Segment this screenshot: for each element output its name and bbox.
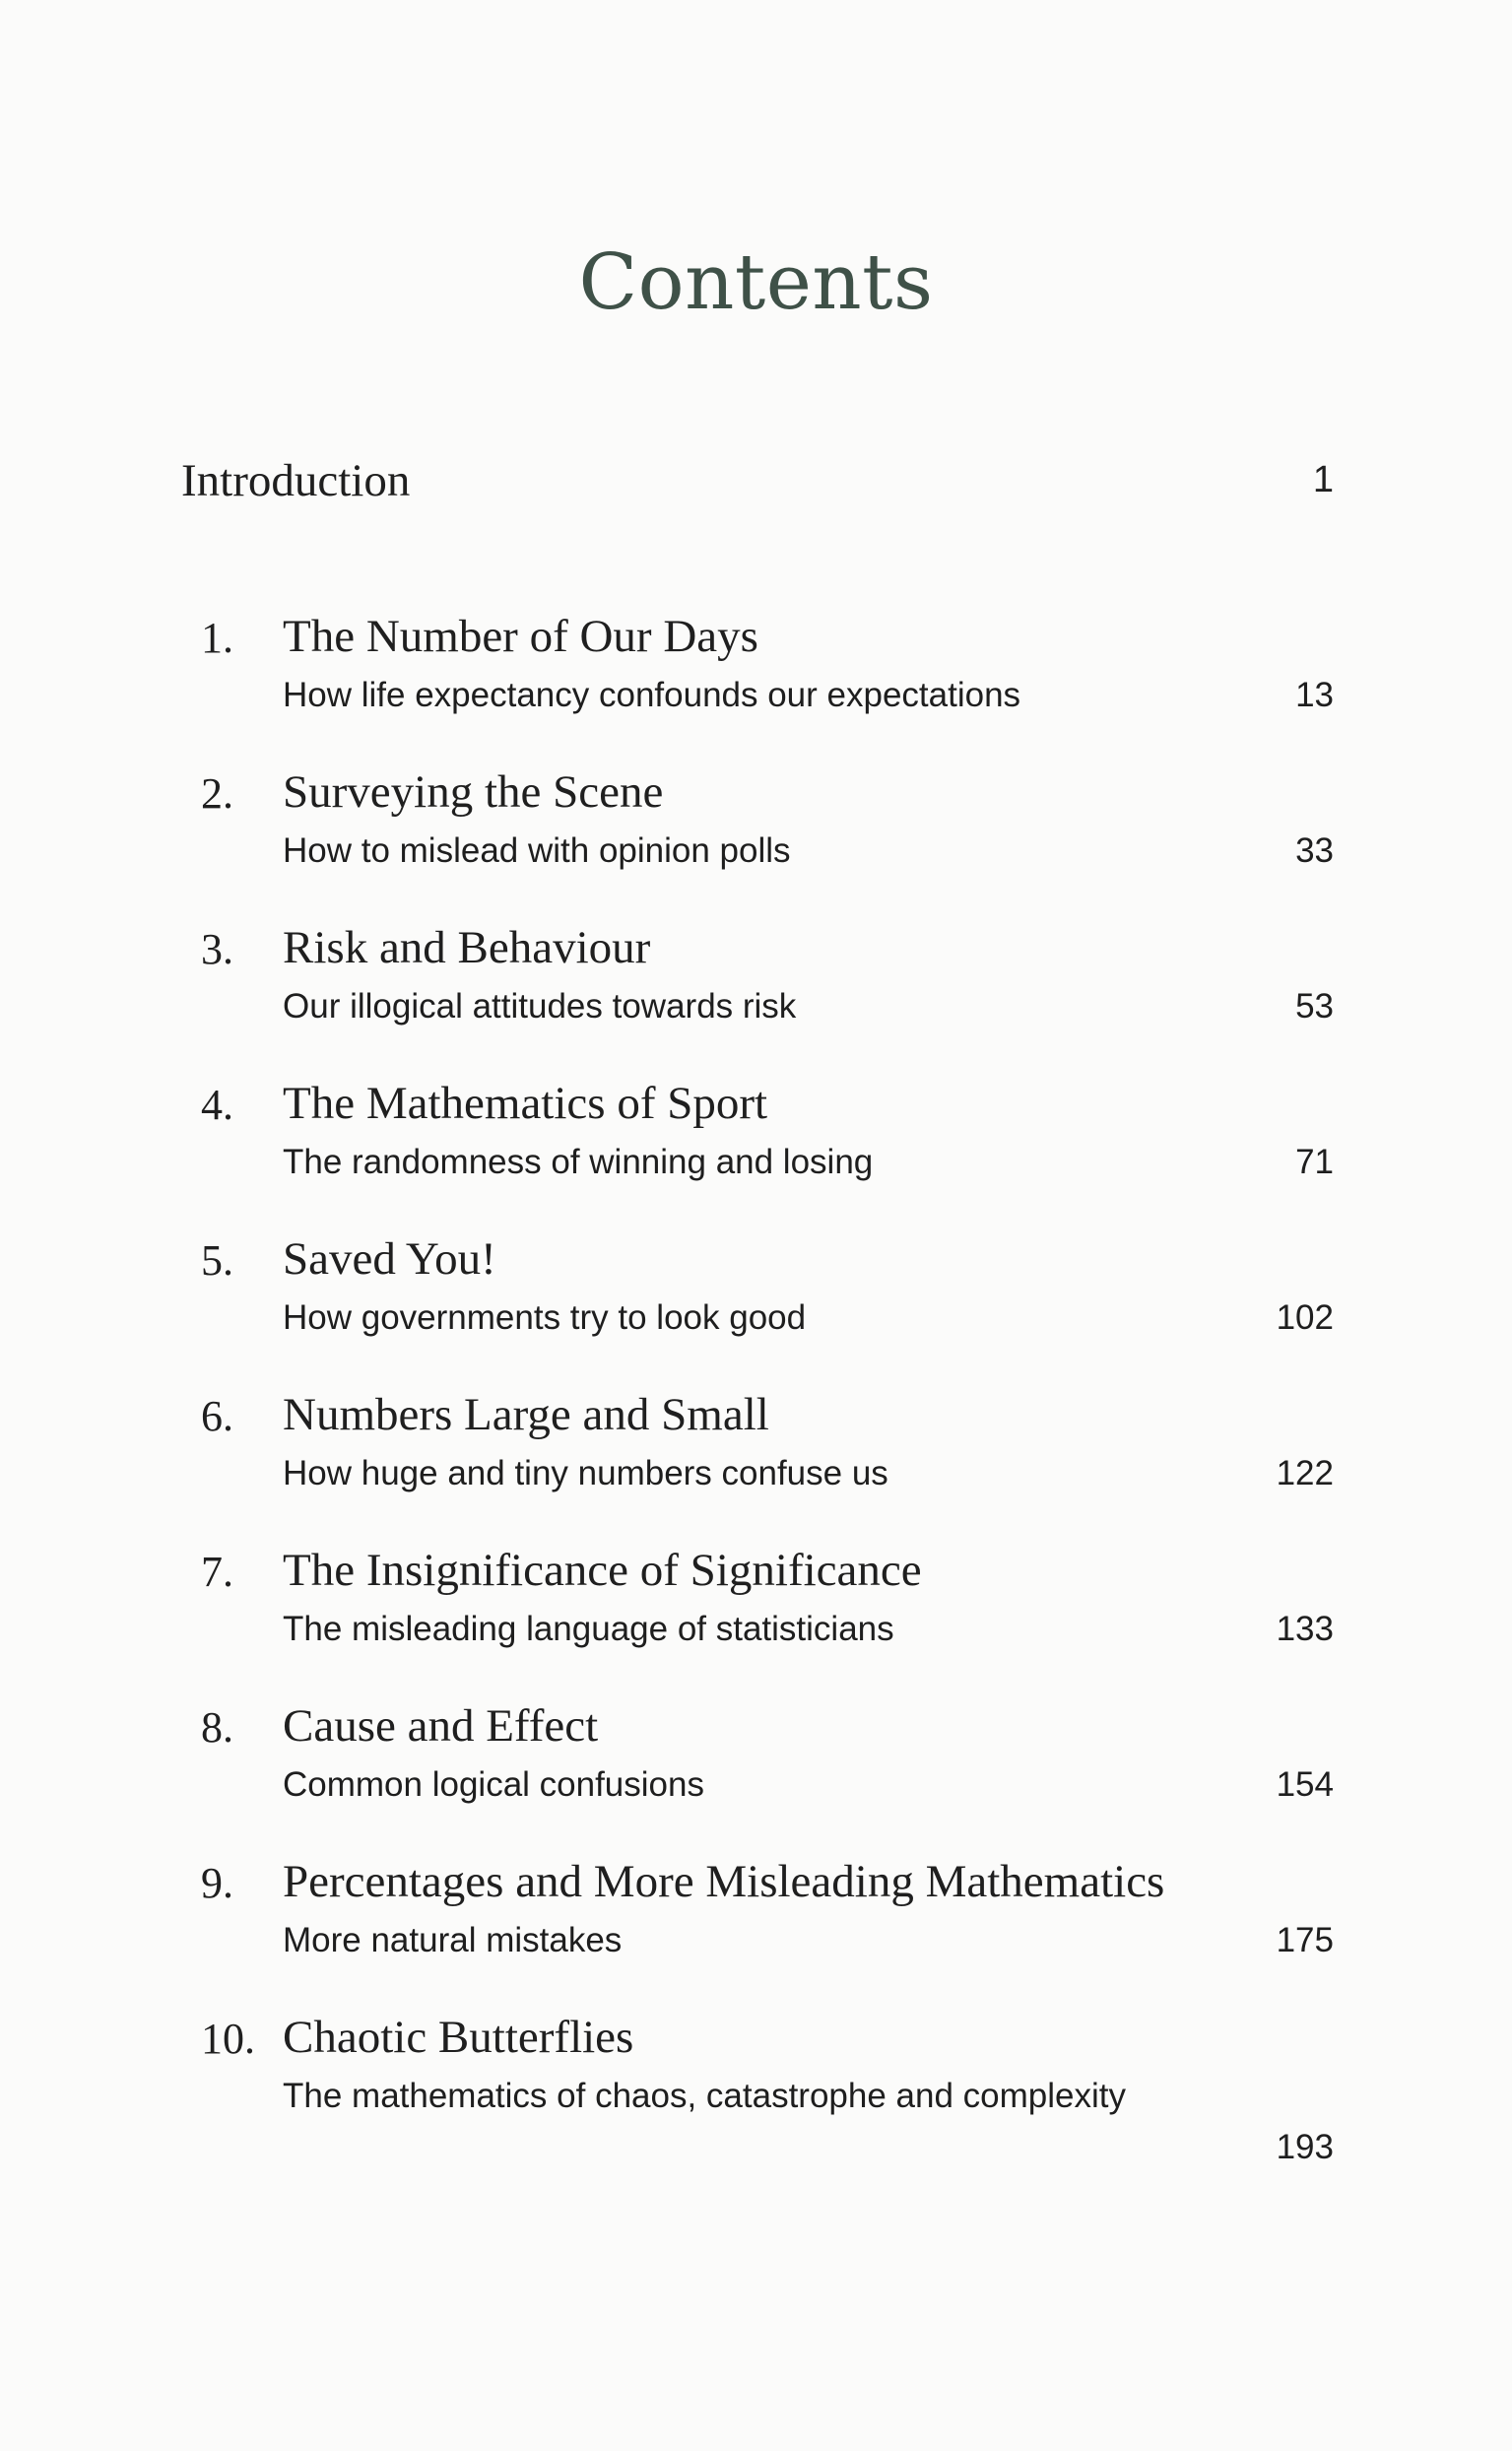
chapter-subtitle: The misleading language of statisticians xyxy=(283,1610,894,1648)
chapter-title: Risk and Behaviour xyxy=(283,922,651,973)
chapter-entry-9[interactable] xyxy=(181,1854,1334,2010)
chapter-page-number: 154 xyxy=(1276,1765,1334,1804)
chapter-title: Saved You! xyxy=(283,1233,496,1285)
chapter-title: The Number of Our Days xyxy=(283,611,758,662)
chapter-entry-3[interactable] xyxy=(181,920,1334,1076)
chapter-page-number: 175 xyxy=(1276,1921,1334,1959)
chapter-subtitle: Common logical confusions xyxy=(283,1765,704,1804)
chapter-page-number: 71 xyxy=(1295,1143,1334,1181)
chapter-subtitle: The mathematics of chaos, catastrophe and complexity xyxy=(283,2077,1126,2115)
chapter-subtitle: How governments try to look good xyxy=(283,1298,807,1337)
chapter-page-number: 102 xyxy=(1276,1298,1334,1337)
chapter-title: Cause and Effect xyxy=(283,1700,599,1752)
chapter-subtitle: More natural mistakes xyxy=(283,1921,623,1959)
chapter-title: The Mathematics of Sport xyxy=(283,1078,768,1129)
chapter-number: 1. xyxy=(201,614,233,662)
chapter-number: 10. xyxy=(201,2015,255,2063)
chapter-subtitle: How life expectancy confounds our expectations xyxy=(283,676,1021,714)
chapter-page-number: 193 xyxy=(1276,2128,1334,2166)
chapter-entry-5[interactable] xyxy=(181,1231,1334,1387)
chapter-title: The Insignificance of Significance xyxy=(283,1545,922,1596)
chapter-entry-2[interactable] xyxy=(181,764,1334,920)
chapter-page-number: 33 xyxy=(1295,831,1334,870)
chapter-entry-7[interactable] xyxy=(181,1543,1334,1698)
chapter-number: 9. xyxy=(201,1859,233,1907)
chapter-number: 3. xyxy=(201,925,233,973)
chapter-number: 2. xyxy=(201,769,233,818)
chapter-number: 6. xyxy=(201,1392,233,1440)
chapter-subtitle: How to mislead with opinion polls xyxy=(283,831,791,870)
chapter-number: 5. xyxy=(201,1236,233,1285)
chapter-page-number: 133 xyxy=(1276,1610,1334,1648)
chapter-page-number: 13 xyxy=(1295,676,1334,714)
chapter-entry-10[interactable] xyxy=(181,2010,1334,2165)
chapter-title: Percentages and More Misleading Mathematics xyxy=(283,1856,1165,1907)
chapter-page-number: 122 xyxy=(1276,1454,1334,1492)
chapter-number: 8. xyxy=(201,1703,233,1752)
chapter-entry-1[interactable] xyxy=(181,609,1334,764)
chapter-title: Chaotic Butterflies xyxy=(283,2012,634,2063)
introduction-label: Introduction xyxy=(181,455,411,506)
chapter-number: 4. xyxy=(201,1081,233,1129)
chapter-title: Surveying the Scene xyxy=(283,766,664,818)
page-title: Contents xyxy=(578,238,934,327)
chapter-list xyxy=(181,609,1334,2165)
chapter-entry-4[interactable] xyxy=(181,1076,1334,1231)
introduction-page-number: 1 xyxy=(1312,459,1334,500)
chapter-subtitle: The randomness of winning and losing xyxy=(283,1143,874,1181)
chapter-number: 7. xyxy=(201,1548,233,1596)
chapter-subtitle: Our illogical attitudes towards risk xyxy=(283,987,797,1026)
chapter-title: Numbers Large and Small xyxy=(283,1389,769,1440)
chapter-entry-8[interactable] xyxy=(181,1698,1334,1854)
chapter-subtitle: How huge and tiny numbers confuse us xyxy=(283,1454,888,1492)
chapter-page-number: 53 xyxy=(1295,987,1334,1026)
chapter-entry-6[interactable] xyxy=(181,1387,1334,1543)
